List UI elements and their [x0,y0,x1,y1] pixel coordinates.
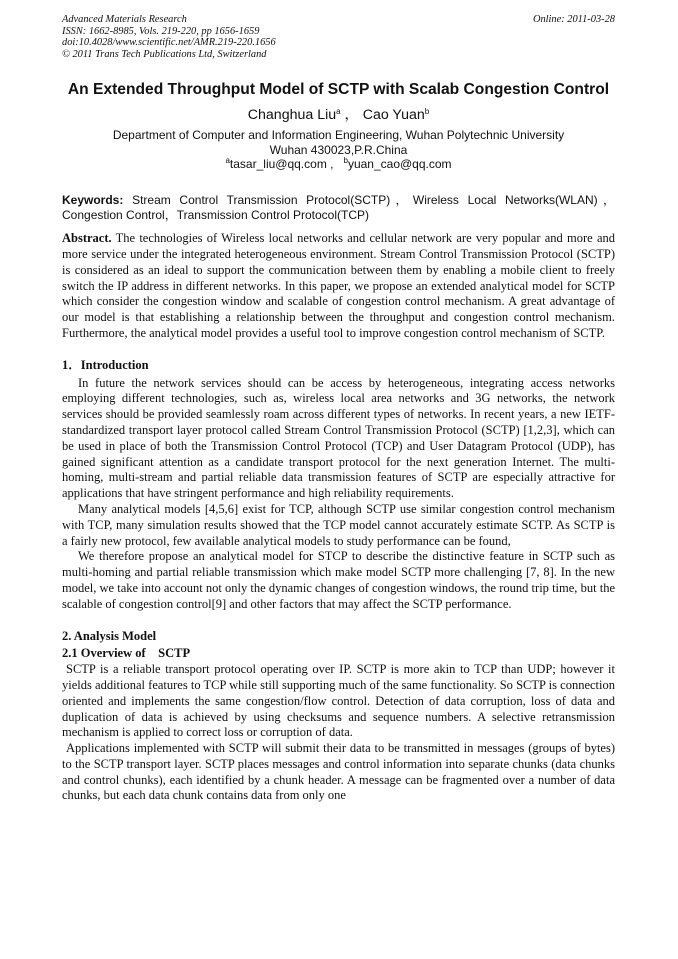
author-separator: ， [344,107,359,124]
section-heading: 1．Introduction [62,357,149,372]
affiliation-department: Department of Computer and Information Engineering, Wuhan Polytechnic University [112,128,565,143]
paper-page [62,14,615,804]
email-superscript: b [343,156,348,166]
keywords-label: Keywords: [62,192,124,207]
abstract-text: The technologies of Wireless local networks and cellular network are very popular and more and more service under the integrated heterogeneous environment. Stream Control Transmission Protocol (SCTP) is considered as an ideal to support the communication between them by enabling a mobile client to freely switch the IP address in different networks. In this paper, we propose an extended analytical model for SCTP which consider the congestion window and scalable of congestion control mechanism. A great advantage of our model is that establishing a relationship between the throughput and congestion control mechanism. Furthermore, the analytical model provides a useful tool to improve congestion control mechanism of SCTP. [62,231,615,340]
author-name: Cao Yuan [362,107,425,124]
email-superscript: a [225,156,230,166]
author-line [62,106,615,124]
paragraph: Many analytical models [4,5,6] exist for TCP, although SCTP use similar congestion control mechanism with TCP, many simulation results showed that the TCP model cannot accurately estimate SCTP. As SCTP is a fairly new protocol, few available analytical models to study performance can be found, [62,501,615,548]
author-emails [62,157,615,171]
paragraph: In future the network services should can be access by heterogeneous, integrating access networks employing different technologies, such as, wireless local area networks and 3G networks, the network services should be provided seamlessly roam across different types of networks. In recent years, a new IETF-standardized transport layer protocol called Stream Control Transmission Protocol (SCTP) [1,2,3], which can be used in place of both the Transmission Control Protocol (TCP) and User Datagram Protocol (UDP), has gained significant attention as a candidate transport protocol for the next generation Internet. The multi-homing, multi-stream and partial reliable data transmission features of SCTP are especially attractive for applications that have stringent performance and high reliability requirements. [62,375,615,501]
abstract-label: Abstract. [62,231,112,246]
affiliation [62,128,615,171]
author-name: Changhua Liu [247,107,337,124]
keywords [62,193,615,225]
journal-name: Advanced Materials Research [62,14,187,25]
online-date: Online: 2011-03-28 [532,14,615,25]
email-link[interactable]: tasar_liu@qq.com , [229,157,334,172]
abstract [62,231,615,342]
paper-title: An Extended Throughput Model of SCTP with Scalab Congestion Control [67,81,610,99]
affiliation-address: Wuhan 430023,P.R.China [269,142,408,157]
email-link[interactable]: yuan_cao@qq.com [347,157,452,172]
keywords-text: Stream Control Transmission Protocol(SCTP)，Wireless Local Networks(WLAN)，Congestion Control，Transmission Control Protocol(TCP) [62,192,615,223]
author-superscript: b [424,107,430,117]
paragraph: Applications implemented with SCTP will submit their data to be transmitted in messages (groups of bytes) to the SCTP transport layer. SCTP places messages and control information into separate chunks (data chunks and control chunks), each identified by a chunk header. A message can be fragmented over a number of data chunks, but each data chunk contains data from only one [62,741,615,803]
paragraph: We therefore propose an analytical model for STCP to describe the distinctive feature in SCTP such as multi-homing and partial reliable transmission which make model SCTP more challenging [7, 8]. In the new model, we take into account not only the dynamic changes of congestion windows, the round trip time, but the scalable of congestion control[9] and other factors that may affect the SCTP performance. [62,549,615,611]
subsection-heading: 2.1 Overview of SCTP [62,646,191,661]
author-superscript: a [336,107,341,117]
paragraph: SCTP is a reliable transport protocol operating over IP. SCTP is more akin to TCP than UDP; however it yields additional features to TCP while still supporting much of the same functionality. So SCTP is connection oriented and implements the same congestion/flow control. Detection of data corruption, loss of data and duplication of data is achieved by using checksums and sequence numbers. A selective retransmission mechanism is applied to correct loss or corruption of data. [62,662,615,740]
journal-header [62,14,615,60]
issn-line: ISSN: 1662-8985, Vols. 219-220, pp 1656-1659 [62,25,260,37]
copyright-line: © 2011 Trans Tech Publications Ltd, Switzerland [62,48,267,60]
section-heading: 2. Analysis Model [62,628,157,643]
doi-line: doi:10.4028/www.scientific.net/AMR.219-220.1656 [62,37,276,49]
